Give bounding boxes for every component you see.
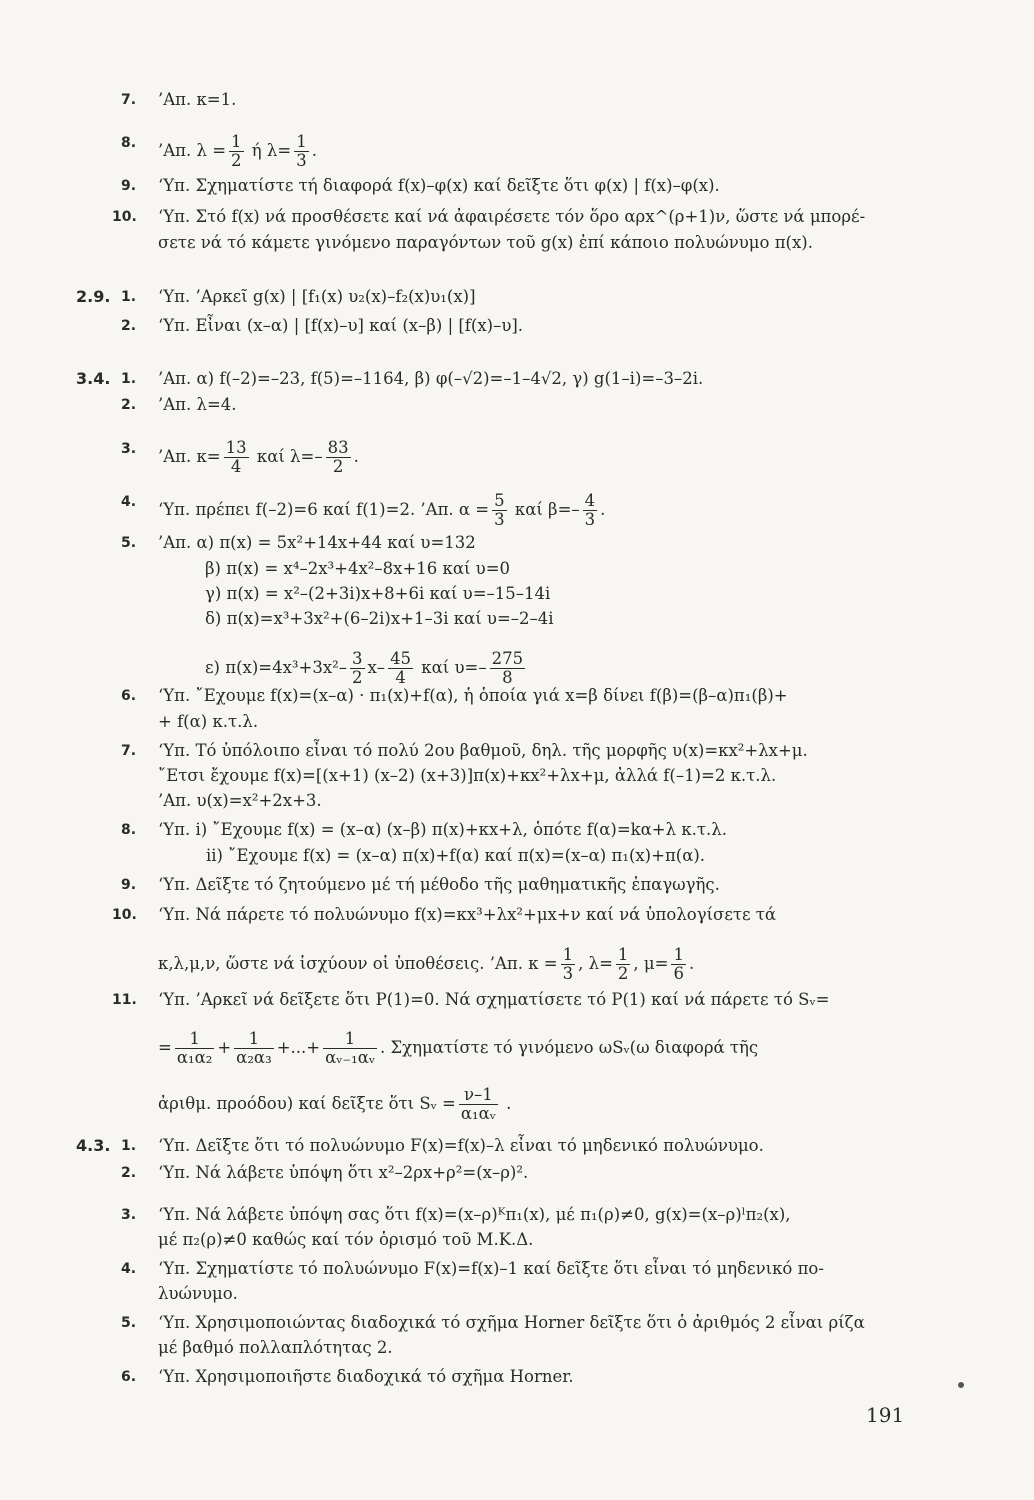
- fraction-denominator: 6: [673, 964, 684, 983]
- text-run: ‘Υπ. Σχηματίστε τή διαφορά f(x)–φ(x) καί δεῖξτε ὅτι φ(x) | f(x)–φ(x).: [158, 176, 720, 195]
- answer-text: [158, 176, 720, 196]
- fraction: [294, 133, 309, 170]
- answer-text: [158, 133, 317, 170]
- fraction-numerator: 1: [323, 1030, 377, 1049]
- fraction-numerator: 45: [390, 649, 412, 668]
- fraction: [229, 133, 244, 170]
- fraction: [490, 650, 526, 687]
- exercise-number: 1.: [121, 371, 137, 387]
- answer-text: [158, 1086, 511, 1123]
- text-run: . Σχηματίστε τό γινόμενο ωSᵥ(ω διαφορά τῆς: [379, 1038, 759, 1057]
- text-run: ‘Υπ. Νά λάβετε ὑπόψη σας ὅτι f(x)=(x–ρ)ᴷπ₁(x), μέ π₁(ρ)≠0, g(x)=(x–ρ)ˡπ₂(x),: [158, 1205, 791, 1224]
- answer-text: [158, 316, 523, 336]
- exercise-number: 2.: [121, 397, 137, 413]
- fraction-numerator: ν–1: [459, 1086, 498, 1105]
- answer-text: [158, 1259, 824, 1279]
- answer-text: [158, 1338, 393, 1358]
- fraction-denominator: 4: [230, 457, 242, 476]
- exercise-number: 6.: [121, 688, 137, 704]
- fraction-denominator: α₁α₂: [176, 1048, 213, 1067]
- section-number: 3.4.: [76, 369, 111, 388]
- answer-text: [158, 1136, 764, 1156]
- fraction: [459, 1086, 498, 1123]
- exercise-number: 8.: [121, 135, 137, 151]
- exercise-number: 3.: [121, 441, 137, 457]
- exercise-number: 5.: [121, 535, 137, 551]
- text-run: ἀριθμ. προόδου) καί δεῖξτε ὅτι Sᵥ =: [158, 1094, 456, 1113]
- exercise-number: 8.: [121, 822, 137, 838]
- fraction: [616, 946, 631, 983]
- answer-text: [205, 609, 554, 629]
- exercise-number: 2.: [121, 318, 137, 334]
- fraction-numerator: 3: [352, 649, 363, 668]
- text-run: λυώνυμο.: [158, 1284, 238, 1303]
- answer-text: [158, 712, 258, 732]
- text-run: ‘Υπ. i) ῎Εχουμε f(x) = (x–α) (x–β) π(x)+κx+λ, ὁπότε f(α)=kα+λ κ.τ.λ.: [158, 820, 727, 839]
- section-number: 4.3.: [76, 1136, 111, 1155]
- answer-text: [158, 946, 694, 983]
- text-run: ‘Υπ. Δεῖξτε τό ζητούμενο μέ τή μέθοδο τῆς μαθηματικῆς ἐπαγωγῆς.: [158, 875, 720, 894]
- fraction-numerator: 1: [231, 132, 242, 151]
- answer-text: [158, 439, 359, 476]
- fraction-denominator: 3: [494, 510, 505, 529]
- exercise-number: 9.: [121, 178, 137, 194]
- text-run: καί υ=–: [416, 658, 487, 677]
- answer-text: [158, 287, 476, 307]
- text-run: ’Απ. λ=4.: [158, 395, 237, 414]
- fraction: [350, 650, 365, 687]
- fraction: [492, 492, 507, 529]
- answer-text: [158, 1030, 758, 1067]
- answer-text: [158, 369, 703, 389]
- fraction-denominator: 3: [296, 151, 307, 170]
- answer-text: [158, 1313, 865, 1333]
- text-run: x–: [367, 658, 386, 677]
- text-run: καί β=–: [509, 500, 580, 519]
- text-run: γ) π(x) = x²–(2+3i)x+8+6i καί υ=–15–14i: [205, 584, 551, 603]
- text-run: , λ=: [578, 954, 613, 973]
- text-run: ’Απ. α) π(x) = 5x²+14x+44 καί υ=132: [158, 533, 476, 552]
- answer-text: [205, 650, 528, 687]
- fraction: [583, 492, 598, 529]
- exercise-number: 5.: [121, 1315, 137, 1331]
- text-run: ’Απ. α) f(–2)=–23, f(5)=–1164, β) φ(–√2)=–1–4√2, γ) g(1–i)=–3–2i.: [158, 369, 704, 388]
- exercise-number: 7.: [121, 92, 137, 108]
- text-run: ‘Υπ. Νά λάβετε ὑπόψη ὅτι x²–2ρx+ρ²=(x–ρ)².: [158, 1163, 529, 1182]
- text-run: +...+: [276, 1038, 321, 1057]
- text-run: ‘Υπ. Εἶναι (x–α) | [f(x)–υ] καί (x–β) | [f(x)–υ].: [158, 316, 524, 335]
- text-run: ‘Υπ. Νά πάρετε τό πολυώνυμο f(x)=κx³+λx²+μx+ν καί νά ὑπολογίσετε τά: [158, 905, 777, 924]
- answer-text: [158, 741, 808, 761]
- text-run: +: [217, 1038, 232, 1057]
- text-run: ’Απ. λ =: [158, 141, 227, 160]
- fraction: [326, 439, 351, 476]
- text-run: ‘Υπ. Τό ὑπόλοιπο εἶναι τό πολύ 2ου βαθμοῦ, δηλ. τῆς μορφῆς υ(x)=κx²+λx+μ.: [158, 741, 808, 760]
- fraction-denominator: 4: [395, 668, 406, 687]
- answer-text: [158, 1284, 238, 1304]
- fraction: [671, 946, 686, 983]
- text-run: ’Απ. κ=1.: [158, 90, 237, 109]
- text-run: + f(α) κ.τ.λ.: [158, 712, 259, 731]
- answer-text: [158, 1230, 533, 1250]
- text-run: ‘Υπ. πρέπει f(–2)=6 καί f(1)=2. ’Απ. α =: [158, 500, 490, 519]
- answer-text: [158, 875, 720, 895]
- fraction: [224, 439, 249, 476]
- answer-text: [158, 686, 788, 706]
- text-run: μέ βαθμό πολλαπλότητας 2.: [158, 1338, 393, 1357]
- text-run: .: [311, 141, 317, 160]
- text-run: ‘Υπ. Δεῖξτε ὅτι τό πολυώνυμο F(x)=f(x)–λ εἶναι τό μηδενικό πολυώνυμο.: [158, 1136, 764, 1155]
- text-run: =: [158, 1038, 172, 1057]
- text-run: σετε νά τό κάμετε γινόμενο παραγόντων τοῦ g(x) ἐπί κάποιο πολυώνυμο π(x).: [158, 233, 813, 252]
- answer-text: [158, 233, 813, 253]
- fraction-numerator: 5: [494, 491, 505, 510]
- text-run: ‘Υπ. Στό f(x) νά προσθέσετε καί νά ἀφαιρέσετε τόν ὅρο αρx^(ρ+1)ν, ὥστε νά μπορέ-: [158, 207, 866, 226]
- fraction-denominator: α₂α₃: [236, 1048, 272, 1067]
- ink-dot: [958, 1382, 964, 1388]
- fraction: [175, 1030, 215, 1067]
- answer-text: [158, 492, 605, 529]
- exercise-number: 10.: [112, 907, 137, 923]
- fraction-numerator: 1: [175, 1030, 215, 1049]
- exercise-number: 1.: [121, 289, 137, 305]
- text-run: ε) π(x)=4x³+3x²–: [205, 658, 347, 677]
- exercise-number: 7.: [121, 743, 137, 759]
- text-run: ‘Υπ. ’Αρκεῖ νά δεῖξετε ὅτι P(1)=0. Νά σχηματίσετε τό P(1) καί νά πάρετε τό Sᵥ=: [158, 990, 830, 1009]
- fraction: [323, 1030, 377, 1067]
- text-run: .: [353, 447, 359, 466]
- fraction-denominator: α₁αᵥ: [460, 1104, 496, 1123]
- answer-text: [158, 1205, 791, 1225]
- fraction: [561, 946, 576, 983]
- answer-text: [205, 559, 510, 579]
- exercise-number: 4.: [121, 494, 137, 510]
- exercise-number: 3.: [121, 1207, 137, 1223]
- text-run: καί λ=–: [251, 447, 323, 466]
- fraction-numerator: 1: [296, 132, 307, 151]
- answer-text: [158, 766, 776, 786]
- exercise-number: 2.: [121, 1165, 137, 1181]
- fraction-numerator: 275: [491, 649, 524, 668]
- fraction-denominator: 2: [352, 668, 363, 687]
- text-run: ii) ῎Εχουμε f(x) = (x–α) π(x)+f(α) καί π(x)=(x–α) π₁(x)+π(α).: [206, 846, 706, 865]
- text-run: μέ π₂(ρ)≠0 καθώς καί τόν ὁρισμό τοῦ Μ.Κ.Δ.: [158, 1230, 534, 1249]
- answer-text: [158, 791, 322, 811]
- fraction: [388, 650, 413, 687]
- text-run: ‘Υπ. ῎Εχουμε f(x)=(x–α) · π₁(x)+f(α), ἡ ὁποία γιά x=β δίνει f(β)=(β–α)π₁(β)+: [158, 686, 788, 705]
- text-run: κ,λ,μ,ν, ὥστε νά ἰσχύουν οἱ ὑποθέσεις. ’Απ. κ =: [158, 954, 558, 973]
- page-number: 191: [866, 1403, 905, 1427]
- text-run: .: [600, 500, 606, 519]
- answer-text: [158, 1367, 574, 1387]
- fraction: [234, 1030, 274, 1067]
- text-run: ‘Υπ. ’Αρκεῖ g(x) | [f₁(x) υ₂(x)–f₂(x)υ₁(x)]: [158, 287, 476, 306]
- text-run: ‘Υπ. Χρησιμοποιώντας διαδοχικά τό σχῆμα Horner δεῖξτε ὅτι ὁ ἀριθμός 2 εἶναι ρίζα: [158, 1313, 865, 1332]
- fraction-numerator: 13: [225, 438, 247, 457]
- text-run: .: [688, 954, 695, 973]
- text-run: ‘Υπ. Σχηματίστε τό πολυώνυμο F(x)=f(x)–1 καί δεῖξτε ὅτι εἶναι τό μηδενικό πο-: [158, 1259, 824, 1278]
- fraction-numerator: 1: [617, 945, 629, 964]
- exercise-number: 9.: [121, 877, 137, 893]
- text-run: , μ=: [633, 954, 669, 973]
- text-run: ’Απ. κ=: [158, 447, 221, 466]
- answer-text: [158, 905, 776, 925]
- fraction-denominator: 3: [584, 510, 596, 529]
- text-run: δ) π(x)=x³+3x²+(6–2i)x+1–3i καί υ=–2–4i: [205, 609, 554, 628]
- exercise-number: 10.: [112, 209, 137, 225]
- fraction-numerator: 1: [562, 945, 574, 964]
- section-number: 2.9.: [76, 287, 111, 306]
- text-run: .: [500, 1094, 512, 1113]
- fraction-denominator: 2: [231, 151, 242, 170]
- fraction-denominator: 2: [332, 457, 344, 476]
- fraction-denominator: 8: [502, 668, 513, 687]
- answer-text: [158, 90, 236, 110]
- answer-text: [158, 990, 829, 1010]
- exercise-number: 11.: [112, 992, 137, 1008]
- exercise-number: 1.: [121, 1138, 137, 1154]
- fraction-denominator: 3: [562, 964, 574, 983]
- answer-text: [158, 533, 476, 553]
- text-run: ‘Υπ. Χρησιμοποιῆστε διαδοχικά τό σχῆμα Horner.: [158, 1367, 574, 1386]
- fraction-numerator: 1: [673, 945, 684, 964]
- answer-text: [158, 207, 865, 227]
- answer-text: [205, 584, 550, 604]
- exercise-number: 4.: [121, 1261, 137, 1277]
- text-run: β) π(x) = x⁴–2x³+4x²–8x+16 καί υ=0: [205, 559, 511, 578]
- answer-text: [206, 846, 705, 866]
- text-run: ῎Ετσι ἔχουμε f(x)=[(x+1) (x–2) (x+3)]π(x)+κx²+λx+μ, ἀλλά f(–1)=2 κ.τ.λ.: [158, 766, 777, 785]
- fraction-denominator: 2: [617, 964, 629, 983]
- answer-text: [158, 820, 727, 840]
- fraction-denominator: αᵥ₋₁αᵥ: [325, 1048, 375, 1067]
- exercise-number: 6.: [121, 1369, 137, 1385]
- answer-text: [158, 395, 237, 415]
- fraction-numerator: 83: [327, 438, 349, 457]
- text-run: ’Απ. υ(x)=x²+2x+3.: [158, 791, 322, 810]
- text-run: ή λ=: [246, 141, 292, 160]
- fraction-numerator: 1: [234, 1030, 274, 1049]
- answer-text: [158, 1163, 528, 1183]
- fraction-numerator: 4: [584, 491, 596, 510]
